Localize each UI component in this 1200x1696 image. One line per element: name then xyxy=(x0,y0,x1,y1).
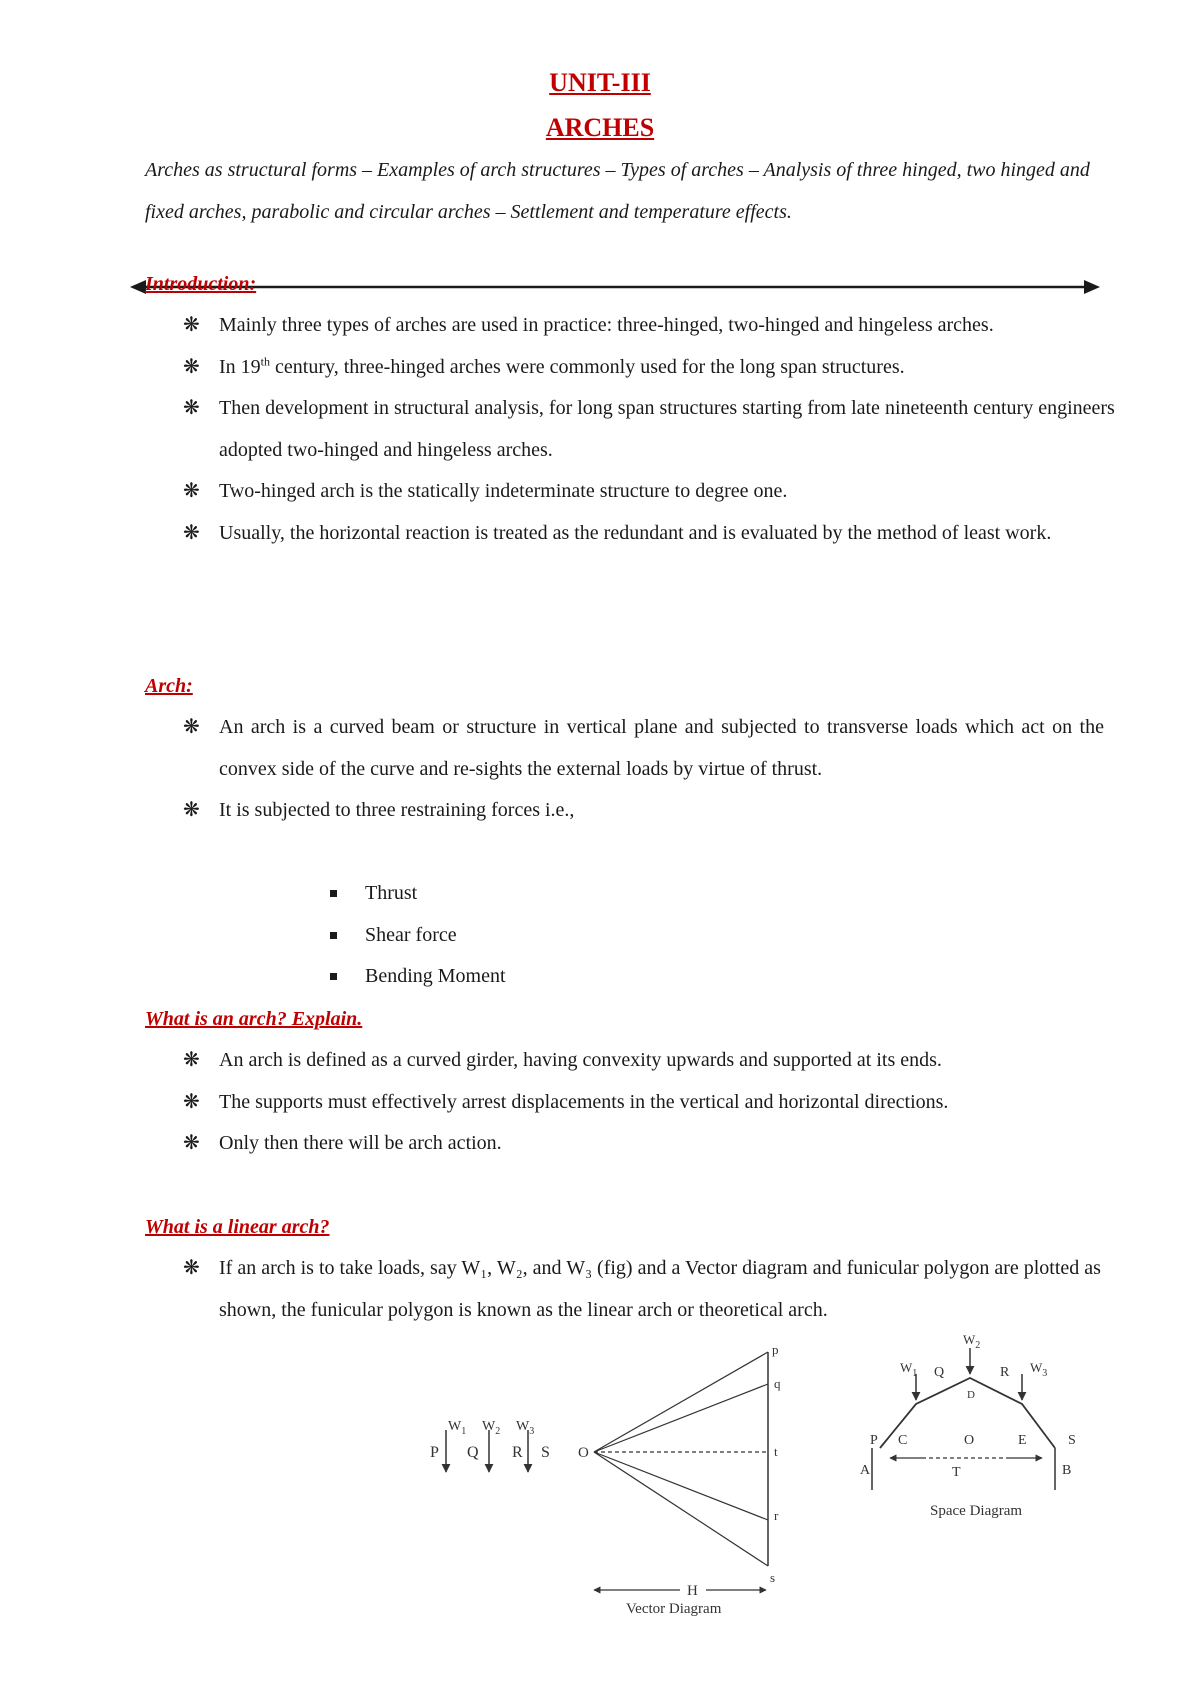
space-w2-label: $W_2$ xyxy=(963,1332,981,1351)
load-label-q: Q xyxy=(467,1444,479,1461)
load-w1-label: $W_1$ xyxy=(448,1419,467,1437)
arch-list xyxy=(0,707,1200,832)
list-item: ❋ If an arch is to take loads, say W₁, W₂, and W₃ (fig) and a Vector diagram and funicular polygon are plotted as shown, the funicular polygon is known as the linear arch or theoretical arch. xyxy=(0,1248,1119,1331)
list-item: ❋ Usually, the horizontal reaction is treated as the redundant and is evaluated by the method of least work. xyxy=(0,513,1119,555)
list-item: ❋ The supports must effectively arrest displacements in the vertical and horizontal directions. xyxy=(0,1082,1119,1124)
load-diagram xyxy=(430,1419,550,1472)
list-item: ❋ Two-hinged arch is the statically indeterminate structure to degree one. xyxy=(0,471,1119,513)
space-diagram xyxy=(860,1332,1076,1519)
sub-list-item: Thrust xyxy=(0,873,1200,915)
bullet-icon: ❋ xyxy=(183,799,200,821)
vector-label-r: r xyxy=(774,1508,779,1523)
load-w3-label: $W_3$ xyxy=(516,1419,535,1437)
bullet-icon: ❋ xyxy=(183,1090,200,1113)
load-w2-label: $W_2$ xyxy=(482,1419,501,1437)
what-is-arch-heading: What is an arch? Explain. xyxy=(145,1008,363,1030)
vector-label-h: H xyxy=(687,1583,698,1599)
bullet-icon: ❋ xyxy=(183,355,200,378)
vector-diagram xyxy=(578,1342,781,1617)
bullet-icon: ❋ xyxy=(183,716,200,738)
space-w1-label: $W_1$ xyxy=(900,1360,918,1379)
load-label-r: R xyxy=(512,1444,523,1461)
bullet-icon: ❋ xyxy=(183,521,200,544)
bullet-icon: ❋ xyxy=(183,397,200,419)
list-item: ❋ An arch is defined as a curved girder, having convexity upwards and supported at its ends. xyxy=(0,1040,1119,1082)
space-label-q: Q xyxy=(934,1365,945,1380)
sub-list-item: Shear force xyxy=(0,915,1200,957)
linear-arch-list xyxy=(0,1248,1200,1331)
vector-label-p: p xyxy=(772,1342,779,1357)
vector-label-o: O xyxy=(578,1445,589,1461)
introduction-list xyxy=(0,305,1200,554)
list-item: ❋ Only then there will be arch action. xyxy=(0,1123,1119,1165)
space-w3-label: $W_3$ xyxy=(1030,1360,1048,1379)
bullet-icon: ❋ xyxy=(183,1132,200,1154)
space-label-o: O xyxy=(964,1433,975,1448)
rule-arrowhead-left xyxy=(130,280,146,294)
vector-label-s: s xyxy=(770,1570,776,1585)
sub-list-item: Bending Moment xyxy=(0,956,1200,998)
load-label-p: P xyxy=(430,1444,439,1461)
vector-label-q: q xyxy=(774,1376,781,1391)
list-item: ❋ An arch is a curved beam or structure in vertical plane and subjected to transverse loads which act on the convex side of the curve and re-sights the external loads by virtue of thrust. xyxy=(0,707,1104,790)
list-item: ❋ It is subjected to three restraining forces i.e., xyxy=(0,790,1119,832)
space-label-b: B xyxy=(1062,1463,1072,1478)
forces-list xyxy=(0,873,1200,998)
linear-arch-figure xyxy=(0,1330,1200,1620)
linear-arch-heading: What is a linear arch? xyxy=(145,1216,330,1238)
space-diagram-caption: Space Diagram xyxy=(930,1503,1023,1519)
ray-or xyxy=(594,1452,768,1520)
list-item: ❋ In 19th century, three-hinged arches were commonly used for the long span structures. xyxy=(0,347,1119,389)
list-item: ❋ Mainly three types of arches are used in practice: three-hinged, two-hinged and hingeless arches. xyxy=(0,305,1119,347)
space-label-r: R xyxy=(1000,1365,1010,1380)
double-arrow-rule xyxy=(130,278,1100,298)
unit-title: UNIT-III xyxy=(549,68,651,97)
chapter-title: ARCHES xyxy=(545,113,655,142)
bullet-icon: ❋ xyxy=(183,1049,200,1071)
ray-op xyxy=(594,1352,768,1452)
load-label-s: S xyxy=(541,1444,550,1461)
bullet-icon: ❋ xyxy=(183,314,200,336)
vector-label-t: t xyxy=(774,1444,778,1459)
space-label-c: C xyxy=(898,1433,908,1448)
ray-oq xyxy=(594,1384,768,1452)
space-label-s: S xyxy=(1068,1433,1076,1448)
ray-os xyxy=(594,1452,768,1566)
bullet-icon: ❋ xyxy=(183,1257,200,1279)
space-label-d: D xyxy=(967,1389,975,1401)
bullet-icon: ❋ xyxy=(183,480,200,502)
space-label-p: P xyxy=(870,1433,878,1448)
square-bullet-icon xyxy=(330,973,337,980)
square-bullet-icon xyxy=(330,932,337,939)
space-label-a: A xyxy=(860,1463,871,1478)
square-bullet-icon xyxy=(330,890,337,897)
introduction-heading: Introduction: xyxy=(145,273,257,295)
space-label-e: E xyxy=(1018,1433,1027,1448)
space-label-t: T xyxy=(952,1465,961,1480)
list-item: ❋ Then development in structural analysis, for long span structures starting from late nineteenth century engineers adopted two-hinged and hingeless arches. xyxy=(0,388,1119,471)
arch-heading: Arch: xyxy=(145,675,193,697)
vector-diagram-caption: Vector Diagram xyxy=(626,1601,722,1617)
what-is-arch-list xyxy=(0,1040,1200,1165)
syllabus-text: Arches as structural forms – Examples of arch structures – Types of arches – Analysis of three hinged, two hinged and fixed arches, parabolic and circular arches – Settlement and temperature effects. xyxy=(145,159,1090,223)
rule-arrowhead-right xyxy=(1084,280,1100,294)
